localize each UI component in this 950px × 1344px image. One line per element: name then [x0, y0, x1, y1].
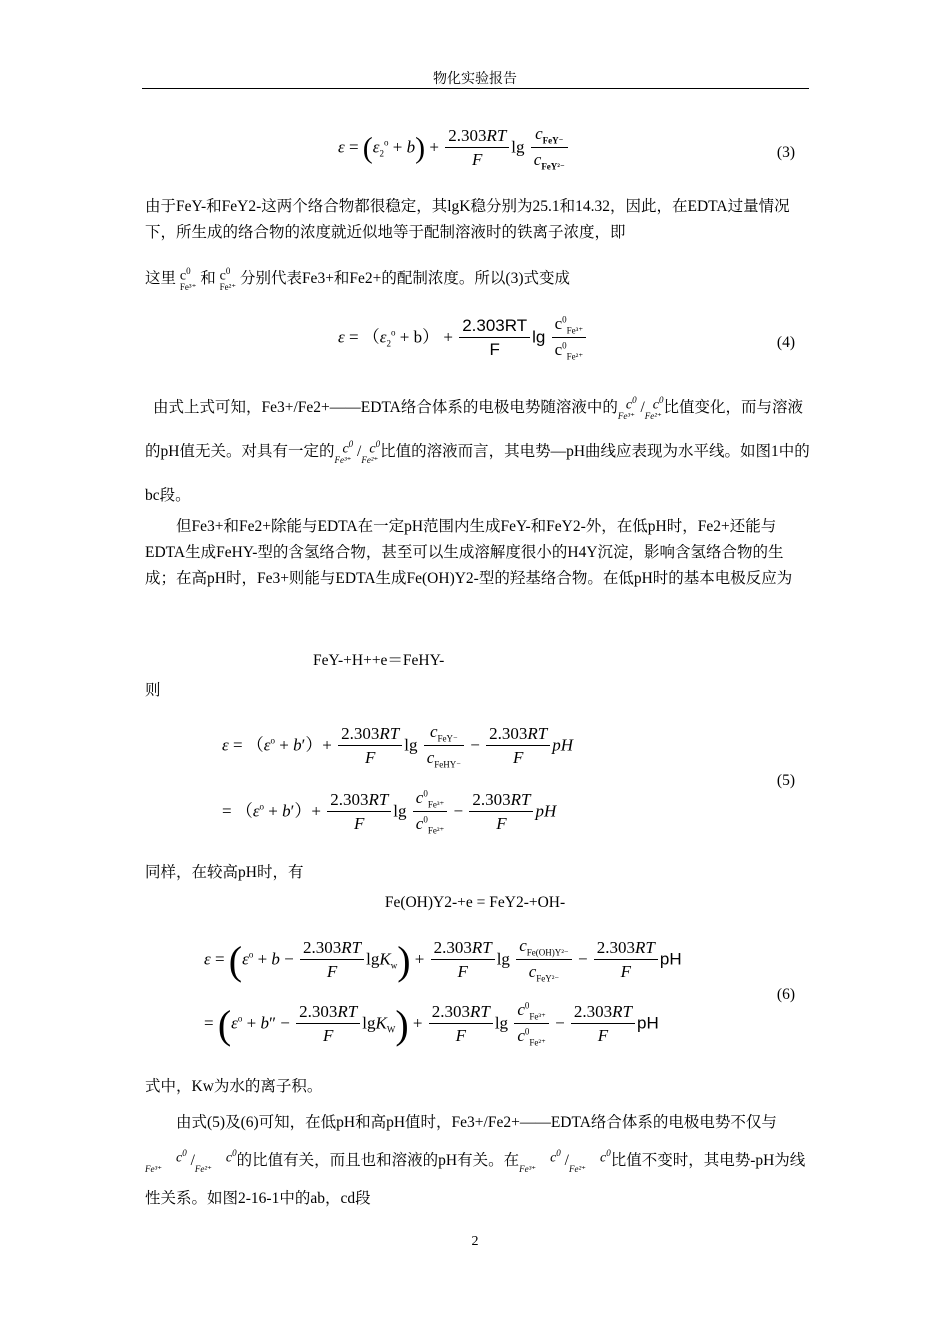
equation-number-3: (3) [776, 144, 795, 161]
page-header: 物化实验报告 [433, 72, 517, 87]
paragraph-3: 由式上式可知，Fe3+/Fe2+——EDTA络合体系的电极电势随溶液中的 $c^0$ $Fe^{3+} / c^0$ Fe²⁺比值变化，而与溶液的pH值无关。对具有一定的 $c^0$ $Fe^{3+} / c^0$ Fe²⁺比值的溶液而言，其电势—pH曲线应表现为水平线。如图1中的bc段。 [145, 394, 810, 504]
equation-number-4: (4) [776, 334, 795, 351]
paragraph-1: 由于FeY-和FeY2-这两个络合物都很稳定，其lgK稳分别为25.1和14.32，因此，在EDTA过量情况下，所生成的络合物的浓度就近似地等于配制溶液时的铁离子浓度，即 [145, 198, 790, 241]
paragraph-7: 由式(5)及(6)可知，在低pH和高pH值时，Fe3+/Fe2+——EDTA络合体系的电极电势不仅与$c^0$ $Fe^{3+} / c^0$ Fe²⁺的比值有关，而且也和溶液的pH有关。在 $c^0$ $Fe^{3+} / c^0$ Fe²⁺比值不变时，其电势-pH为线性关系。如图2-16-1中的ab，cd段 [145, 1114, 806, 1207]
header-rule [142, 88, 809, 89]
reaction-1: FeY-+H++e＝FeHY- [313, 652, 445, 669]
paragraph-5: 同样，在较高pH时，有 [145, 864, 304, 881]
page-number: 2 [471, 1234, 479, 1249]
equation-4: $\varepsilon = (\varepsilon_2^o + b)$ + $\frac{2.303RT}{F}$ lg $\frac{c^0_{Fe^{3+}}}{c^0_{Fe^{2+}}}$ [338, 314, 588, 363]
equation-6-line-1: $\varepsilon = (\varepsilon^o + b$ − $\frac{2.303RT}{F}$ lgK$_w$) + $\frac{2.303RT}{F}$ lg $c_{Fe(OH)Y^{2-}}$ $c_{FeY^{2-}}$ − $\frac{2.303RT}{F}$ pH [204, 936, 682, 984]
equation-5-line-1: $\varepsilon = (\varepsilon^o + b')+$ $\frac{2.303RT}{F}$ lg $c_{FeY^-}$ $c_{FeHY^-}$ − $\frac{2.303RT}{F}$ pH [222, 722, 573, 770]
equation-3: $\varepsilon = (\varepsilon_2^o + b)$ + $\frac{2.303RT}{F}$ lg $c_{FeY^-}$ $c_{FeY^{2-}}$ [338, 124, 570, 173]
equation-6-line-2: = ($\varepsilon^o + b''$ − $\frac{2.303RT}{F}$ lgK$_W$) + $\frac{2.303RT}{F}$ lg $\frac{c^0_{Fe^{3+}}}{c^0_{Fe^{2+}}}$ − $\frac{2.303RT}{F}$ pH [204, 1000, 659, 1048]
paragraph-2: 这里 $c^0$ Fe³⁺ 和 $c^0$ Fe²⁺ 分别代表Fe3+和Fe2+的配制浓度。所以(3)式变成 [145, 265, 570, 293]
paragraph-6: 式中，Kw为水的离子积。 [145, 1078, 323, 1095]
equation-number-6: (6) [776, 986, 795, 1003]
equation-number-5: (5) [776, 772, 795, 789]
reaction-2: Fe(OH)Y2-+e = FeY2-+OH- [384, 894, 566, 911]
equation-5-line-2: = $(\varepsilon^o + b')+$ $\frac{2.303RT}{F}$ lg $\frac{c^0_{Fe^{3+}}}{c^0_{Fe^{2+}}}$ − $\frac{2.303RT}{F}$ pH [222, 788, 557, 836]
then-label: 则 [145, 682, 161, 699]
paragraph-4: 但Fe3+和Fe2+除能与EDTA在一定pH范围内生成FeY-和FeY2-外，在低pH时，Fe2+还能与EDTA生成FeHY-型的含氢络合物，甚至可以生成溶解度很小的H4Y沉淀，影响含氢络合物的生成；在高pH时，Fe3+则能与EDTA生成Fe(OH)Y2-型的羟基络合物。在低pH时的基本电极反应为 [145, 518, 793, 587]
